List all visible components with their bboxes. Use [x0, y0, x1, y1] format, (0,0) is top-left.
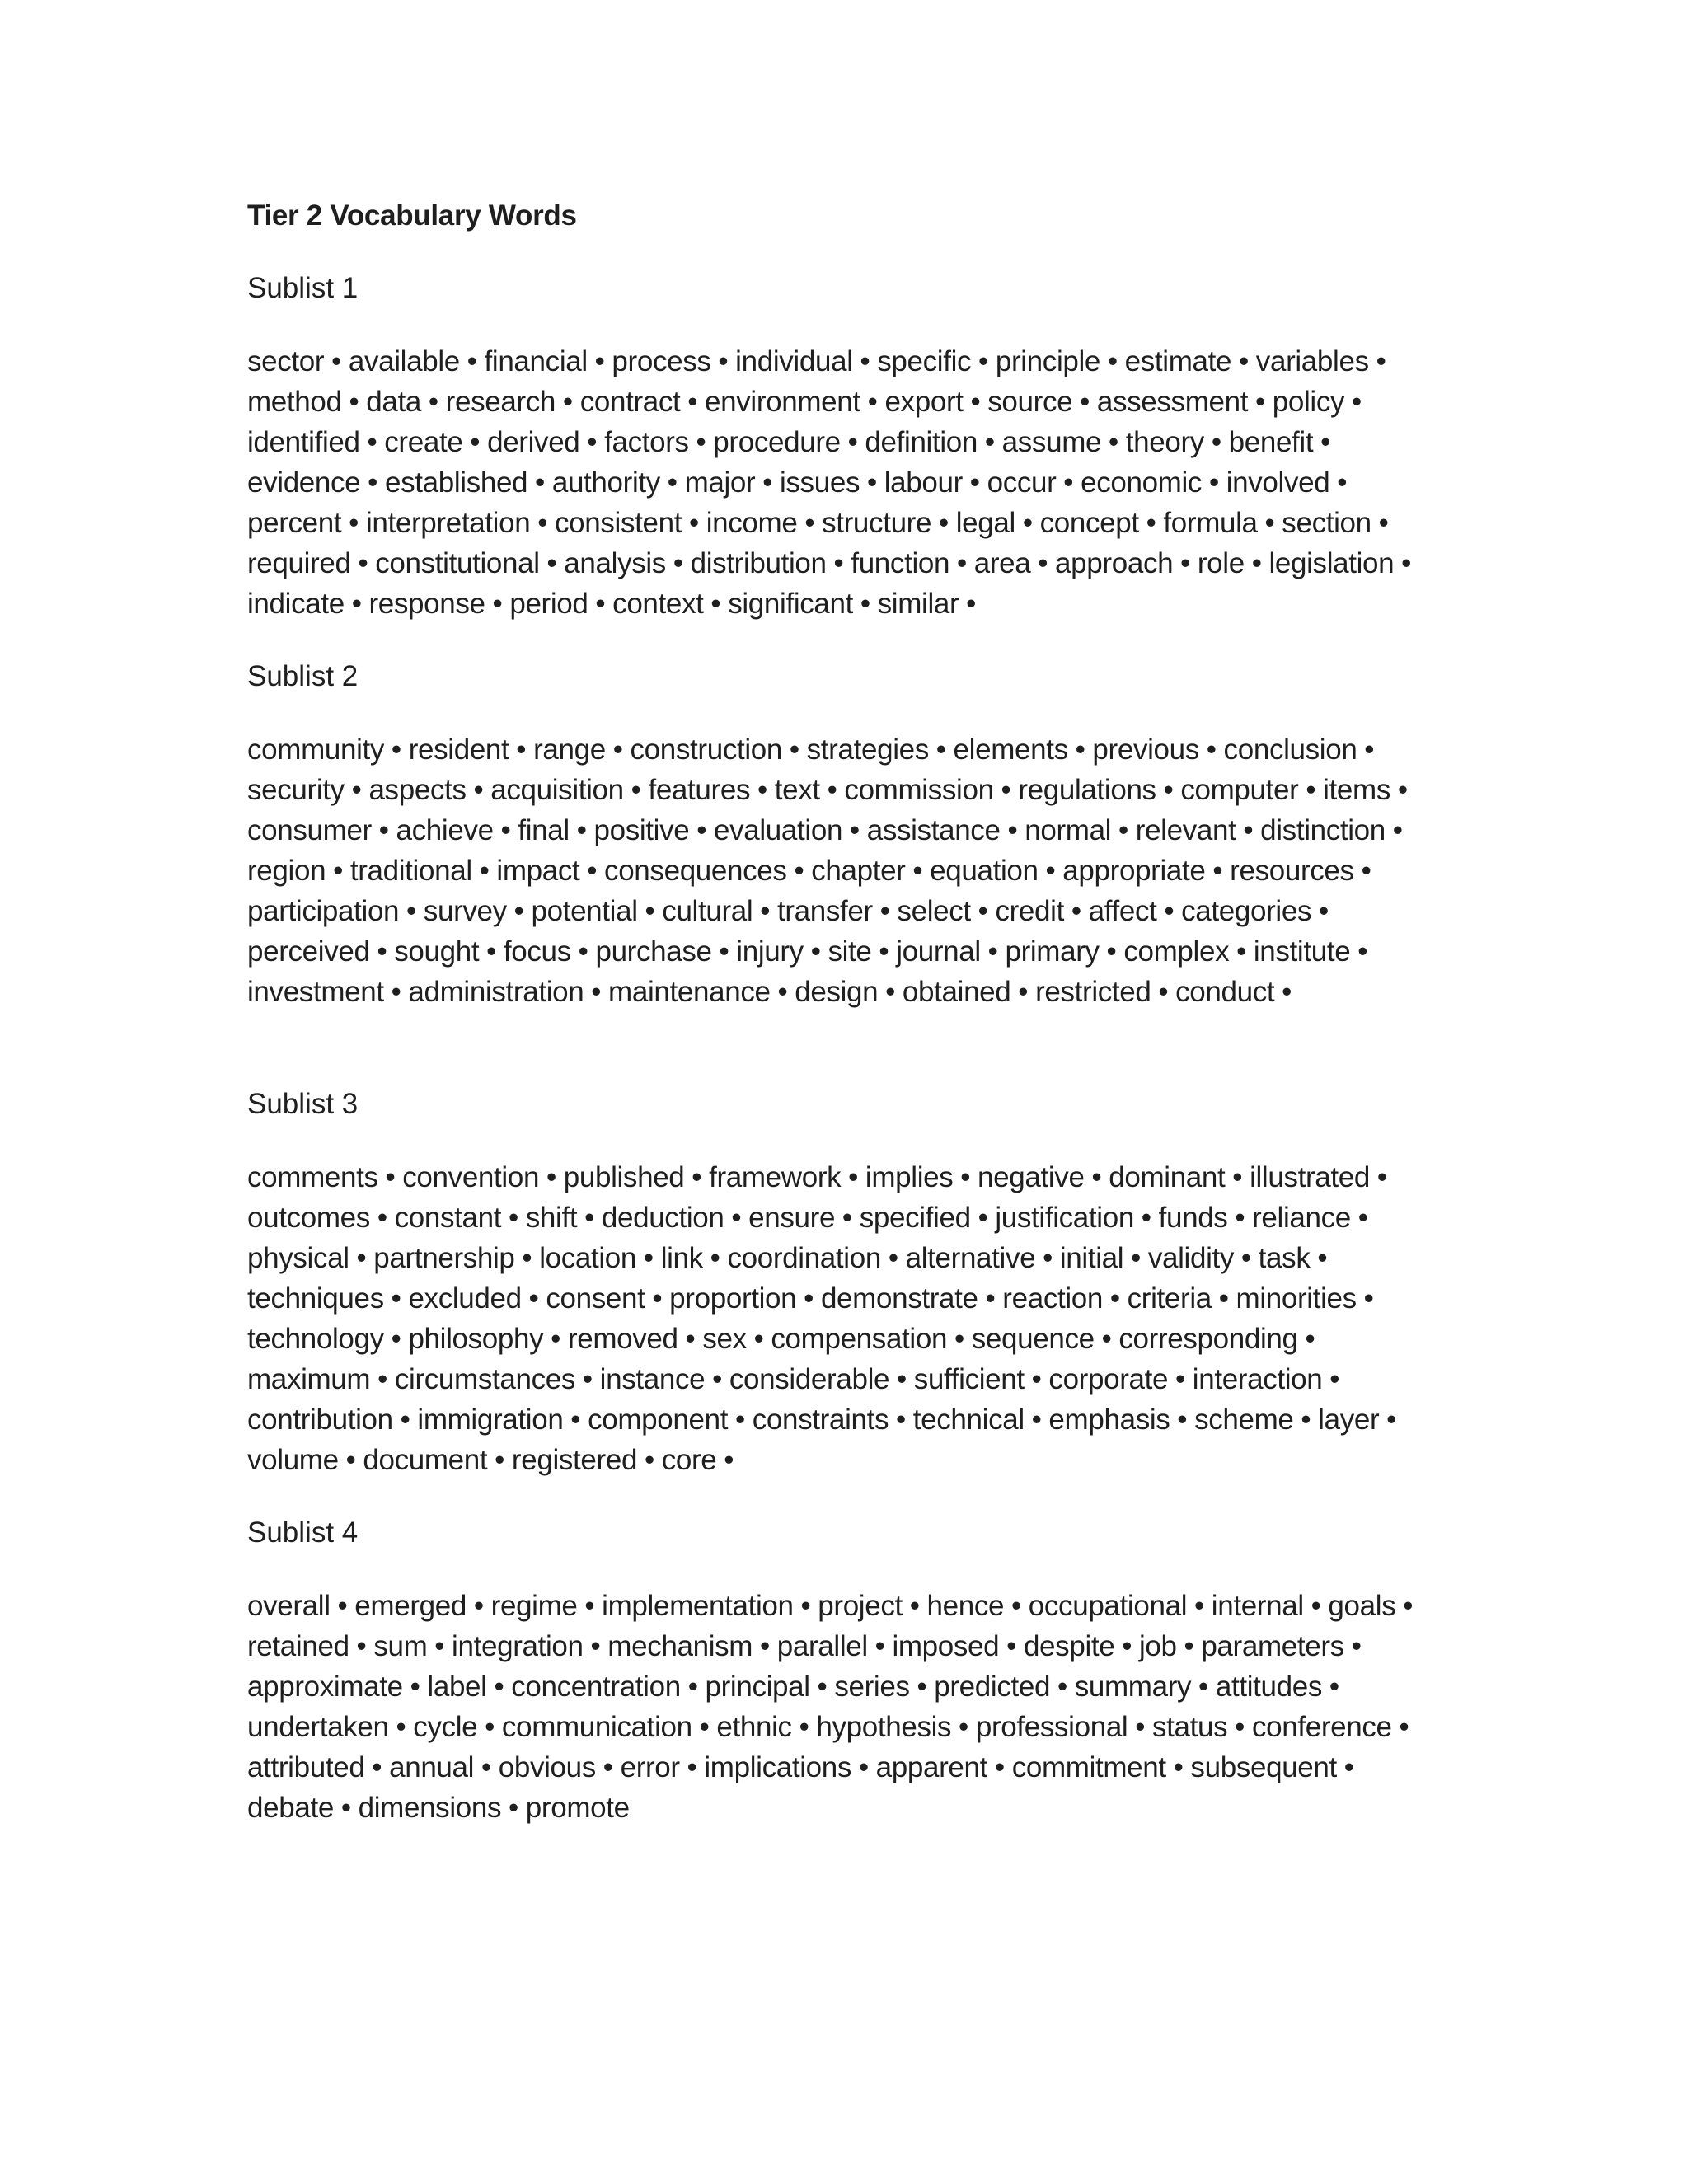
- sublist-3-words: comments • convention • published • framework • implies • negative • dominant • illustrated • outcomes • constant • shift • deduction • ensure • specified • justification • funds • reliance • physical • partnership • location • link • coordination • alternative • initial • validity • task • techniques • excluded • consent • proportion • demonstrate • reaction • criteria • minorities • technology • philosophy • removed • sex • compensation • sequence • corresponding • maximum • circumstances • instance • considerable • sufficient • corporate • interaction • contribution • immigration • component • constraints • technical • emphasis • scheme • layer • volume • document • registered • core •: [247, 1161, 1397, 1476]
- sublist-1-words: sector • available • financial • process • individual • specific • principle • estimate • variables • method • data • research • contract • environment • export • source • assessment • policy • identified • create • derived • factors • procedure • definition • assume • theory • benefit • evidence • established • authority • major • issues • labour • occur • economic • involved • percent • interpretation • consistent • income • structure • legal • concept • formula • section • required • constitutional • analysis • distribution • function • area • approach • role • legislation • indicate • response • period • context • significant • similar •: [247, 345, 1412, 620]
- sublist-3: [247, 1085, 1442, 1480]
- sublist-4: [247, 1513, 1442, 1828]
- sublist-4-words: overall • emerged • regime • implementation • project • hence • occupational • internal • goals • retained • sum • integration • mechanism • parallel • imposed • despite • job • parameters • approximate • label • concentration • principal • series • predicted • summary • attitudes • undertaken • cycle • communication • ethnic • hypothesis • professional • status • conference • attributed • annual • obvious • error • implications • apparent • commitment • subsequent • debate • dimensions • promote: [247, 1590, 1414, 1824]
- sublist-1: [247, 269, 1442, 624]
- sublist-2-heading: Sublist 2: [247, 660, 359, 692]
- sublist-4-heading: Sublist 4: [247, 1516, 359, 1549]
- sublist-3-heading: Sublist 3: [247, 1088, 359, 1120]
- document-title: Tier 2 Vocabulary Words: [247, 199, 577, 232]
- sublist-2: [247, 657, 1442, 1012]
- sublist-1-heading: Sublist 1: [247, 272, 359, 304]
- document-page: [247, 196, 1442, 1828]
- sublist-2-words: community • resident • range • construction • strategies • elements • previous • conclusion • security • aspects • acquisition • features • text • commission • regulations • computer • items • consumer • achieve • final • positive • evaluation • assistance • normal • relevant • distinction • region • traditional • impact • consequences • chapter • equation • appropriate • resources • participation • survey • potential • cultural • transfer • select • credit • affect • categories • perceived • sought • focus • purchase • injury • site • journal • primary • complex • institute • investment • administration • maintenance • design • obtained • restricted • conduct •: [247, 733, 1408, 1008]
